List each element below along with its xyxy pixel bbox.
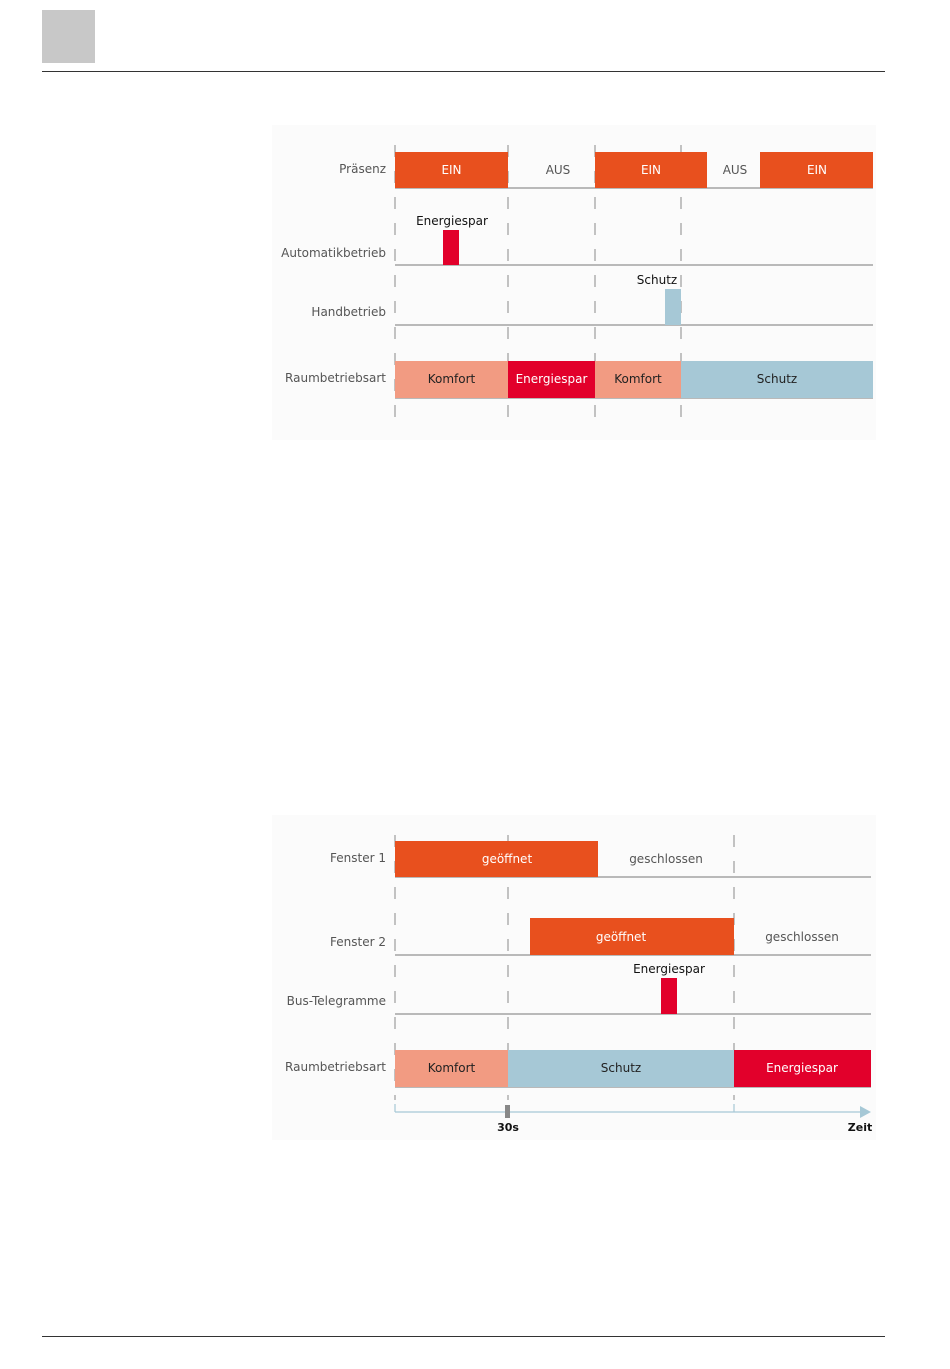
praesenz-seg-2: AUS [545,163,571,177]
diagram-window-panel [272,815,876,1140]
time-axis-30s-label: 30s [497,1121,519,1134]
raum-seg-1: Komfort [427,372,476,386]
row-label-praesenz: Präsenz [339,162,386,176]
raum2-seg-1: Komfort [427,1061,476,1075]
raum2-seg-2: Schutz [600,1061,642,1075]
raum-seg-2: Energiespar [515,372,588,386]
row-label-hand: Handbetrieb [311,305,386,319]
praesenz-seg-3: EIN [640,163,662,177]
time-axis-arrow [860,1106,871,1118]
raum-seg-4: Schutz [756,372,798,386]
bus-event-pulse [661,978,677,1014]
row-label-raum: Raumbetriebsart [285,371,386,385]
header-rule [42,71,885,72]
hand-event-label: Schutz [636,273,678,287]
hand-event-pulse [665,289,681,325]
time-axis-end-label: Zeit [847,1121,873,1134]
header-square [42,10,95,63]
row-label-automatik: Automatikbetrieb [281,246,386,260]
time-axis-30s-marker [505,1105,510,1118]
praesenz-seg-5: EIN [806,163,828,177]
raum2-seg-3: Energiespar [766,1061,838,1075]
fenster2-seg-2: geschlossen [765,930,839,944]
footer-rule [42,1336,885,1337]
diagram-presence-panel [272,125,876,440]
automatik-event-pulse [443,230,459,265]
row-label-fenster2: Fenster 2 [330,935,386,949]
fenster2-seg-1: geöffnet [595,930,647,944]
praesenz-seg-1: EIN [441,163,462,177]
praesenz-seg-4: AUS [722,163,748,177]
fenster1-seg-1: geöffnet [481,852,533,866]
row-label-fenster1: Fenster 1 [330,851,386,865]
automatik-event-label: Energiespar [416,214,488,228]
bus-event-label: Energiespar [633,962,705,976]
row-label-raum2: Raumbetriebsart [285,1060,386,1074]
row-label-bus: Bus-Telegramme [286,994,386,1008]
fenster1-seg-2: geschlossen [629,852,703,866]
diagram-presence [272,125,876,440]
raum-seg-3: Komfort [614,372,662,386]
diagram-window [272,815,876,1140]
